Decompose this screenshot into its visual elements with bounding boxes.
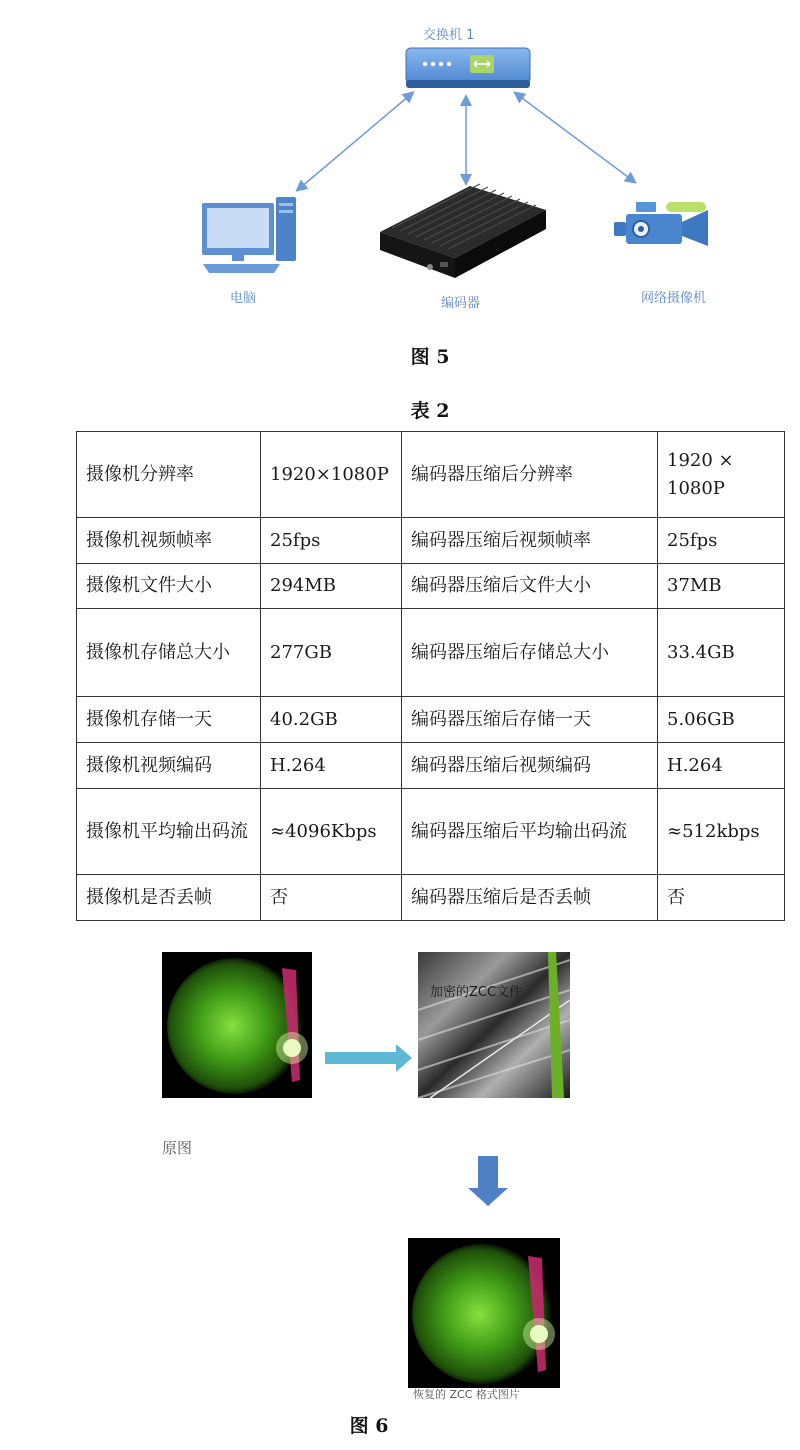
table-cell: 编码器压缩后视频帧率 — [402, 518, 658, 564]
table-cell: 编码器压缩后视频编码 — [402, 743, 658, 789]
link-camera-arrow — [518, 95, 632, 180]
camera-label: 网络摄像机 — [641, 291, 707, 306]
table-cell: 摄像机存储一天 — [77, 697, 261, 743]
table-row — [77, 743, 785, 789]
table-cell: 摄像机视频帧率 — [77, 518, 261, 564]
switch-icon — [406, 48, 530, 88]
table-cell: H.264 — [261, 743, 402, 789]
table-row — [77, 564, 785, 609]
table-row — [77, 609, 785, 697]
table-cell: 25fps — [658, 518, 785, 564]
camera-icon — [614, 202, 708, 246]
restored-image-label: 恢复的 ZCC 格式图片 — [413, 1388, 520, 1401]
down-arrow-icon — [468, 1156, 508, 1206]
table-cell: 摄像机视频编码 — [77, 743, 261, 789]
original-sun-image — [162, 952, 312, 1098]
table-cell: 否 — [658, 875, 785, 921]
table-cell: 编码器压缩后是否丢帧 — [402, 875, 658, 921]
table-cell: 否 — [261, 875, 402, 921]
encoder-label: 编码器 — [441, 296, 481, 311]
encoder-icon — [380, 184, 546, 278]
table-cell: 40.2GB — [261, 697, 402, 743]
table-cell: 摄像机存储总大小 — [77, 609, 261, 697]
link-pc-arrow — [300, 95, 410, 188]
table-row — [77, 697, 785, 743]
table-row — [77, 432, 785, 518]
restored-sun-image — [408, 1238, 560, 1388]
table-cell: 5.06GB — [658, 697, 785, 743]
switch-label: 交换机 1 — [423, 28, 475, 43]
table-row — [77, 518, 785, 564]
table-cell: 编码器压缩后文件大小 — [402, 564, 658, 609]
table-cell: 摄像机平均输出码流 — [77, 789, 261, 875]
figure6-caption: 图 6 — [349, 1415, 389, 1437]
table-cell: 编码器压缩后存储一天 — [402, 697, 658, 743]
table-cell: 33.4GB — [658, 609, 785, 697]
compression-flow-figure — [0, 930, 800, 1410]
computer-icon — [202, 197, 296, 273]
table-cell: 编码器压缩后分辨率 — [402, 432, 658, 518]
table-cell: 25fps — [261, 518, 402, 564]
encrypted-zcc-image — [418, 952, 570, 1098]
table-row — [77, 875, 785, 921]
pc-label: 电脑 — [230, 291, 257, 306]
table-cell: ≈4096Kbps — [261, 789, 402, 875]
table-cell: H.264 — [658, 743, 785, 789]
table-cell: 1920×1080P — [261, 432, 402, 518]
table-cell: 摄像机文件大小 — [77, 564, 261, 609]
encrypted-overlay-text: 加密的ZCC文件 — [430, 985, 523, 1000]
figure5-caption: 图 5 — [410, 346, 450, 368]
table-cell: 编码器压缩后平均输出码流 — [402, 789, 658, 875]
table-cell: 1920 × 1080P — [658, 432, 785, 518]
spec-table — [76, 431, 785, 921]
table-cell: 摄像机分辨率 — [77, 432, 261, 518]
network-diagram — [0, 0, 800, 330]
table-cell: ≈512kbps — [658, 789, 785, 875]
table-cell: 37MB — [658, 564, 785, 609]
original-image-label: 原图 — [162, 1139, 193, 1157]
right-arrow-icon — [325, 1044, 412, 1072]
table-row — [77, 789, 785, 875]
table-cell: 摄像机是否丢帧 — [77, 875, 261, 921]
table2-caption: 表 2 — [410, 400, 450, 422]
table-cell: 277GB — [261, 609, 402, 697]
table-cell: 编码器压缩后存储总大小 — [402, 609, 658, 697]
table-cell: 294MB — [261, 564, 402, 609]
